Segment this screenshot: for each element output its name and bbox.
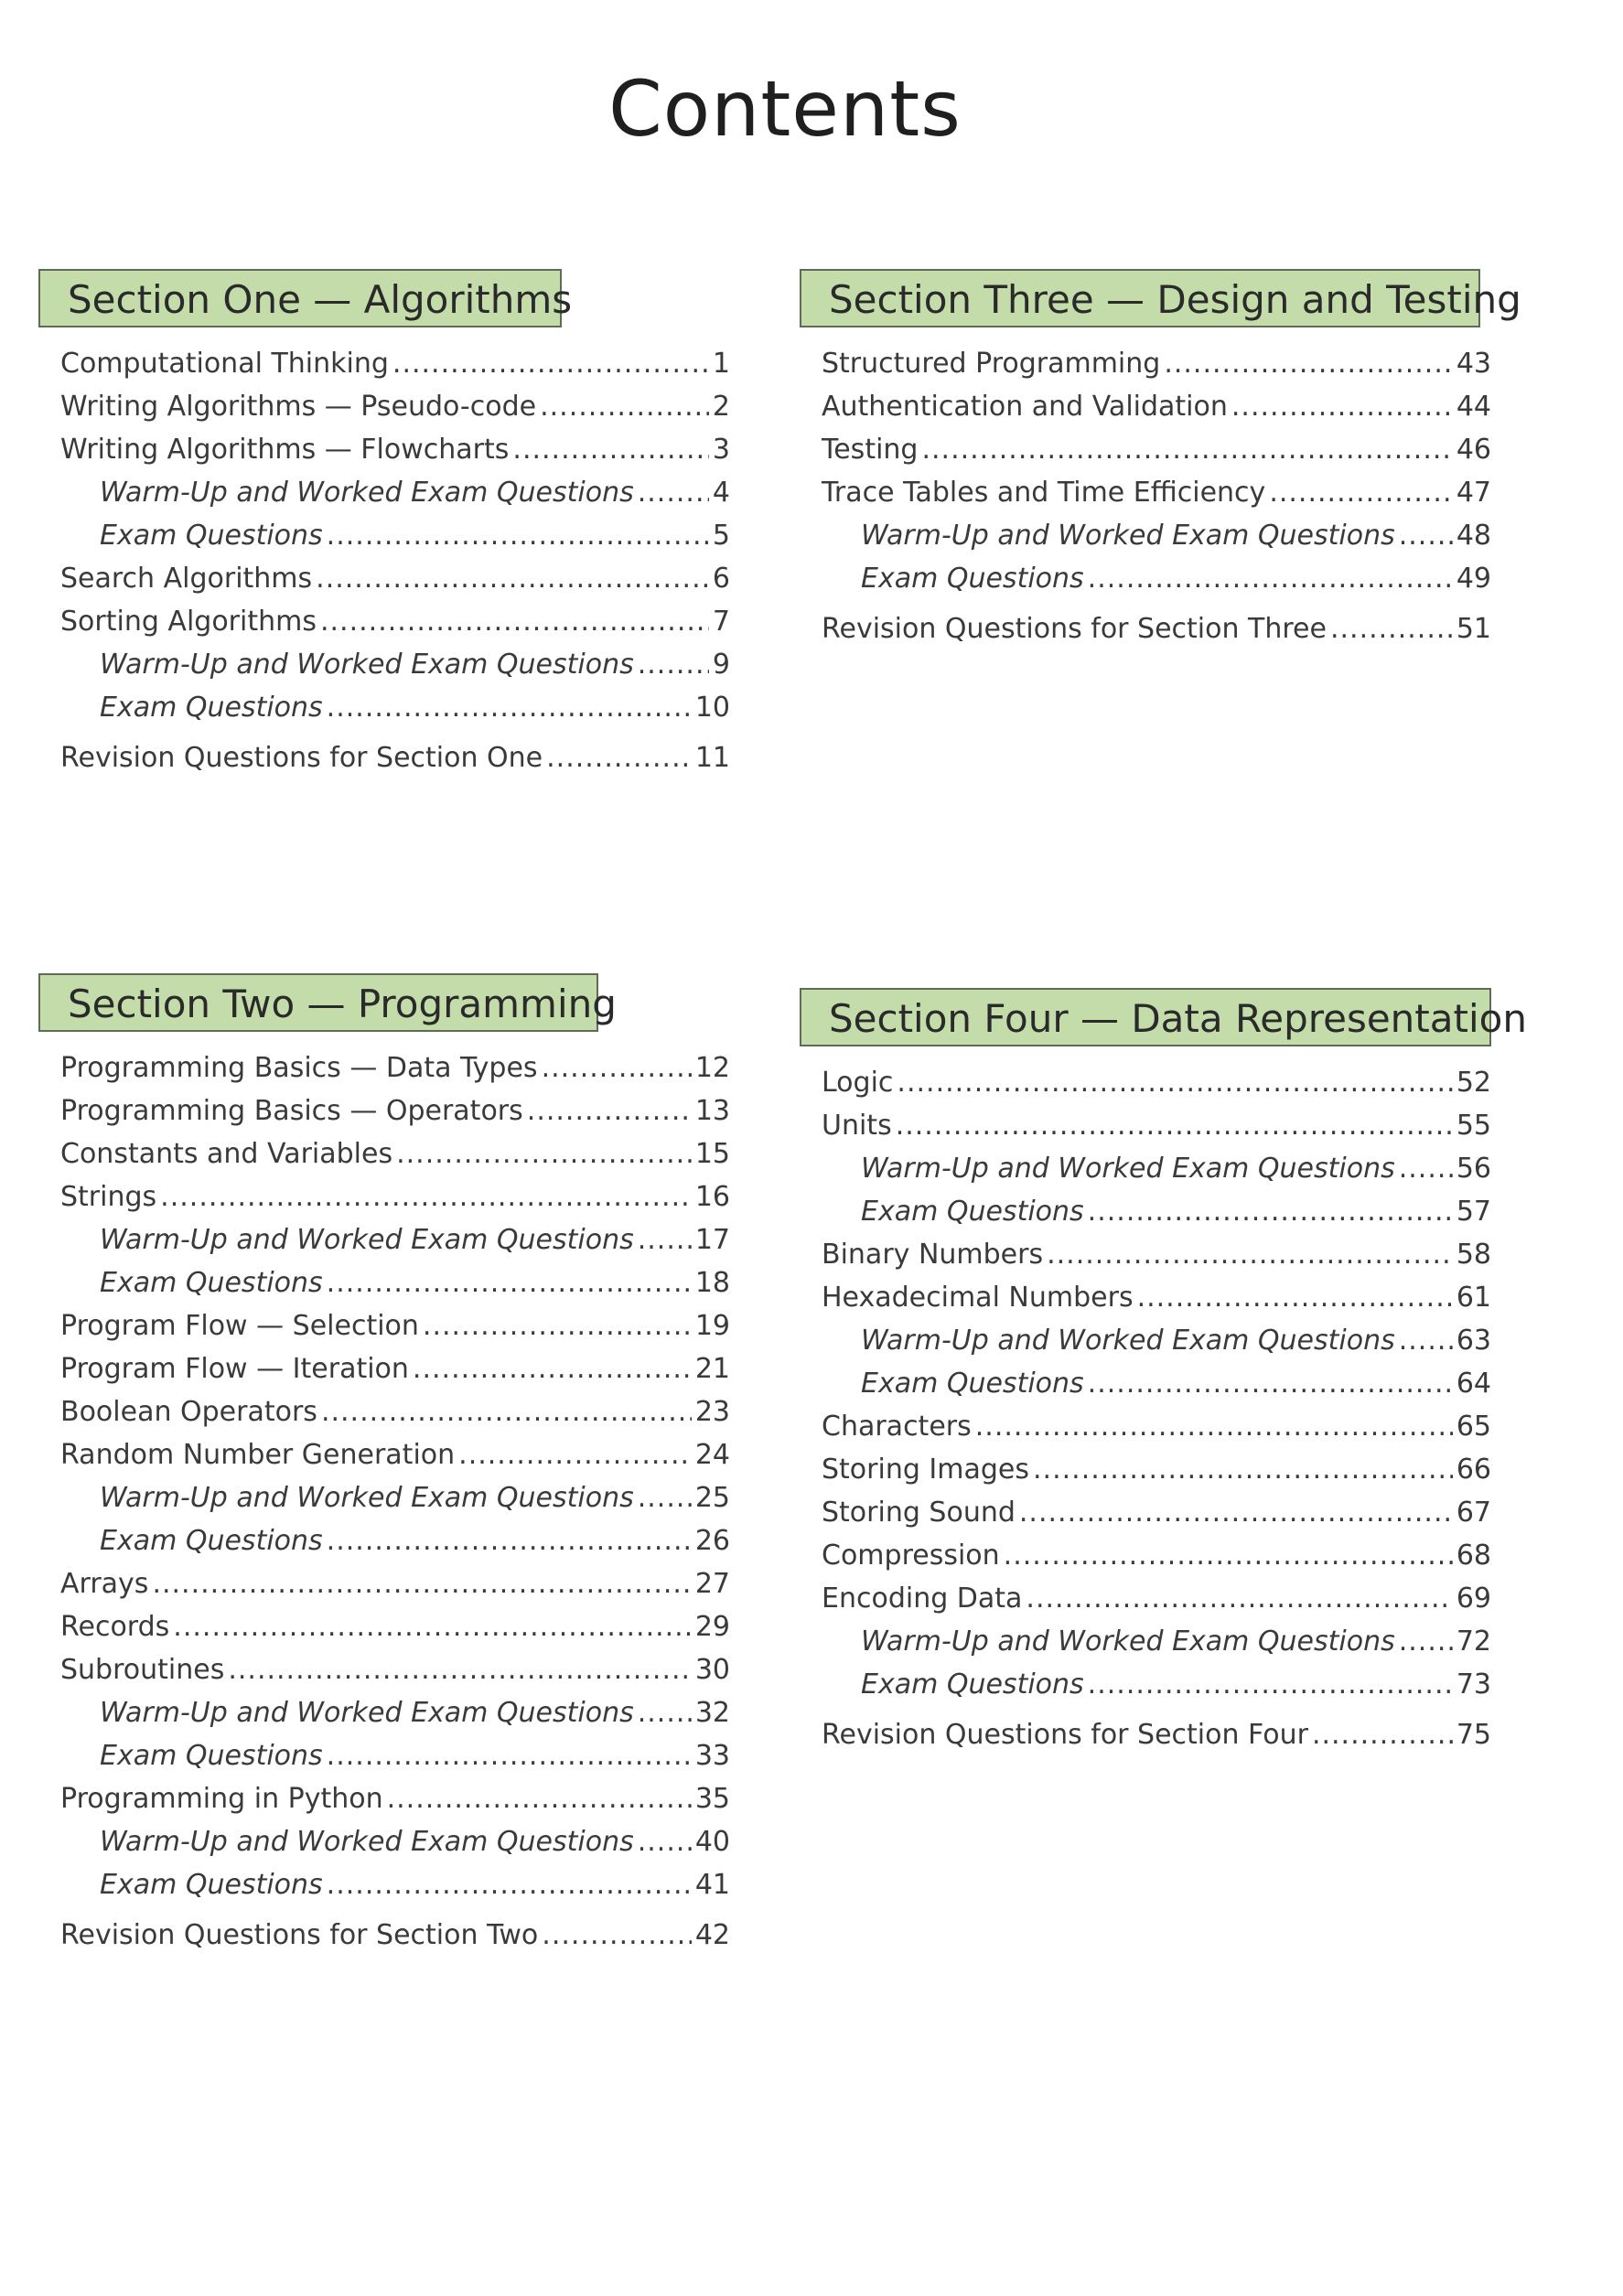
- toc-subentry[interactable]: Warm-Up and Worked Exam Questions ..... 17: [60, 1224, 730, 1267]
- toc-entry[interactable]: Arrays ..... 27: [60, 1568, 730, 1611]
- toc-entry[interactable]: Search Algorithms ..... 6: [60, 563, 730, 606]
- toc-entry[interactable]: Strings ..... 16: [60, 1181, 730, 1224]
- toc-entry[interactable]: Hexadecimal Numbers ..... 61: [822, 1282, 1491, 1325]
- section-two-list: [60, 1052, 730, 1962]
- section-one-header: Section One — Algorithms: [38, 269, 562, 327]
- toc-entry[interactable]: Compression ..... 68: [822, 1540, 1491, 1583]
- toc-subentry[interactable]: Warm-Up and Worked Exam Questions ..... 40: [60, 1826, 730, 1869]
- toc-entry[interactable]: Characters ..... 65: [822, 1411, 1491, 1454]
- toc-subentry[interactable]: Warm-Up and Worked Exam Questions ..... 4: [60, 477, 730, 520]
- toc-entry[interactable]: Subroutines ..... 30: [60, 1654, 730, 1697]
- section-three-list: [822, 348, 1491, 656]
- toc-subentry[interactable]: Warm-Up and Worked Exam Questions ..... 63: [822, 1325, 1491, 1368]
- toc-entry[interactable]: Storing Sound ..... 67: [822, 1497, 1491, 1540]
- toc-entry[interactable]: Testing ..... 46: [822, 434, 1491, 477]
- toc-entry-revision[interactable]: Revision Questions for Section One ..... 11: [60, 742, 730, 785]
- toc-entry[interactable]: Sorting Algorithms ..... 7: [60, 606, 730, 649]
- toc-subentry[interactable]: Exam Questions ..... 5: [60, 520, 730, 563]
- toc-subentry[interactable]: Warm-Up and Worked Exam Questions ..... 9: [60, 649, 730, 692]
- toc-entry[interactable]: Logic ..... 52: [822, 1067, 1491, 1110]
- section-four: [800, 988, 1527, 1762]
- toc-subentry[interactable]: Exam Questions ..... 18: [60, 1267, 730, 1310]
- section-four-header: Section Four — Data Representation: [800, 988, 1491, 1046]
- toc-subentry[interactable]: Warm-Up and Worked Exam Questions ..... 25: [60, 1482, 730, 1525]
- toc-subentry[interactable]: Warm-Up and Worked Exam Questions ..... 72: [822, 1625, 1491, 1668]
- toc-entry[interactable]: Program Flow — Selection ..... 19: [60, 1310, 730, 1353]
- toc-entry[interactable]: Computational Thinking ..... 1: [60, 348, 730, 391]
- toc-subentry[interactable]: Exam Questions ..... 10: [60, 692, 730, 735]
- section-three: [800, 269, 1521, 656]
- page-title: Contents: [608, 64, 962, 154]
- toc-entry[interactable]: Constants and Variables ..... 15: [60, 1138, 730, 1181]
- toc-entry[interactable]: Writing Algorithms — Flowcharts ..... 3: [60, 434, 730, 477]
- toc-subentry[interactable]: Warm-Up and Worked Exam Questions ..... 56: [822, 1153, 1491, 1196]
- toc-subentry[interactable]: Exam Questions ..... 41: [60, 1869, 730, 1912]
- section-one-list: [60, 348, 730, 785]
- toc-entry[interactable]: Programming Basics — Data Types ..... 12: [60, 1052, 730, 1095]
- toc-entry[interactable]: Trace Tables and Time Efficiency ..... 47: [822, 477, 1491, 520]
- toc-subentry[interactable]: Exam Questions ..... 33: [60, 1740, 730, 1783]
- section-two-header: Section Two — Programming: [38, 973, 598, 1032]
- toc-subentry[interactable]: Exam Questions ..... 26: [60, 1525, 730, 1568]
- section-one: [38, 269, 730, 785]
- toc-entry[interactable]: Storing Images ..... 66: [822, 1454, 1491, 1497]
- toc-entry-revision[interactable]: Revision Questions for Section Three ..... 51: [822, 613, 1491, 656]
- toc-entry[interactable]: Encoding Data ..... 69: [822, 1583, 1491, 1625]
- toc-entry-revision[interactable]: Revision Questions for Section Four ..... 75: [822, 1719, 1491, 1762]
- toc-entry[interactable]: Authentication and Validation ..... 44: [822, 391, 1491, 434]
- toc-entry[interactable]: Program Flow — Iteration ..... 21: [60, 1353, 730, 1396]
- section-three-header: Section Three — Design and Testing: [800, 269, 1480, 327]
- toc-entry[interactable]: Binary Numbers ..... 58: [822, 1239, 1491, 1282]
- toc-entry[interactable]: Random Number Generation ..... 24: [60, 1439, 730, 1482]
- toc-entry[interactable]: Boolean Operators ..... 23: [60, 1396, 730, 1439]
- toc-entry[interactable]: Records ..... 29: [60, 1611, 730, 1654]
- toc-entry[interactable]: Programming Basics — Operators ..... 13: [60, 1095, 730, 1138]
- toc-entry[interactable]: Writing Algorithms — Pseudo-code ..... 2: [60, 391, 730, 434]
- toc-subentry[interactable]: Warm-Up and Worked Exam Questions ..... 32: [60, 1697, 730, 1740]
- section-four-list: [822, 1067, 1491, 1762]
- section-two: [38, 973, 730, 1962]
- toc-subentry[interactable]: Exam Questions ..... 64: [822, 1368, 1491, 1411]
- toc-entry-revision[interactable]: Revision Questions for Section Two ..... 42: [60, 1919, 730, 1962]
- toc-subentry[interactable]: Exam Questions ..... 57: [822, 1196, 1491, 1239]
- toc-subentry[interactable]: Exam Questions ..... 73: [822, 1668, 1491, 1711]
- toc-subentry[interactable]: Exam Questions ..... 49: [822, 563, 1491, 606]
- toc-entry[interactable]: Programming in Python ..... 35: [60, 1783, 730, 1826]
- toc-subentry[interactable]: Warm-Up and Worked Exam Questions ..... 48: [822, 520, 1491, 563]
- toc-entry[interactable]: Structured Programming ..... 43: [822, 348, 1491, 391]
- toc-entry[interactable]: Units ..... 55: [822, 1110, 1491, 1153]
